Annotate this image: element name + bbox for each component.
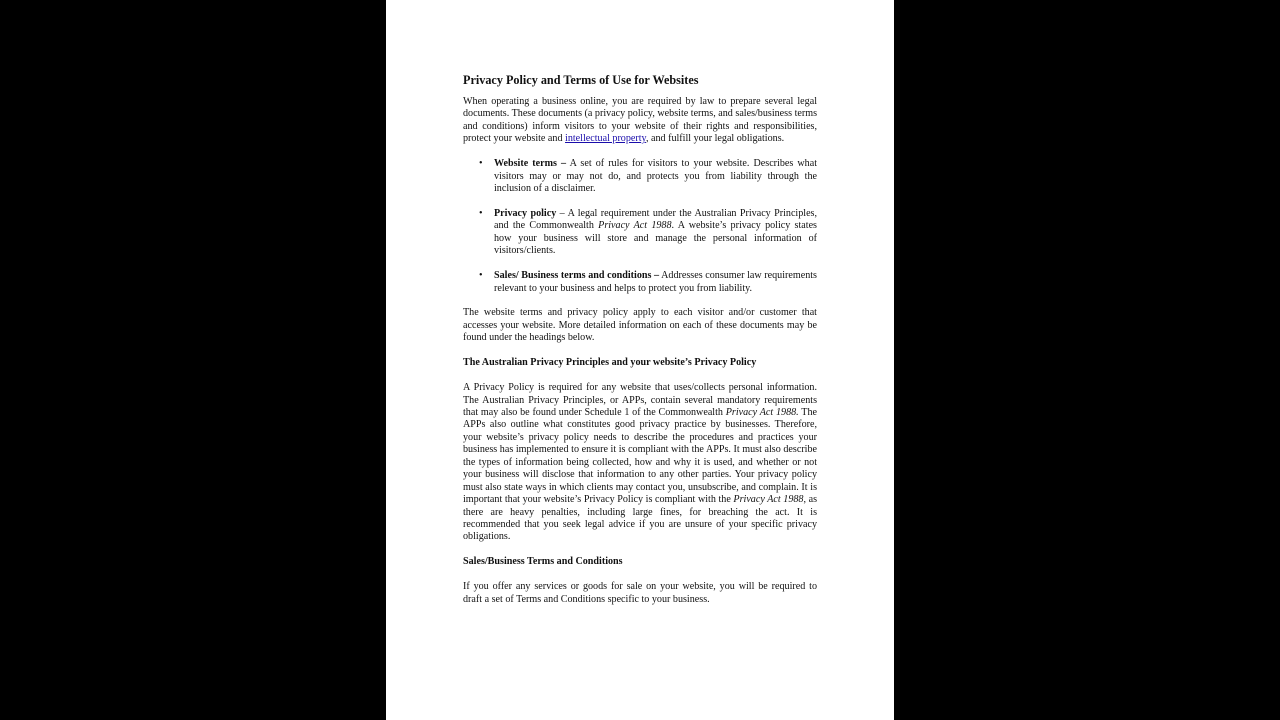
sales-terms-paragraph: If you offer any services or goods for sale on your website, you will be required to draft a set of Terms and Conditions specific to your business. xyxy=(463,581,817,605)
list-item-website-terms xyxy=(494,158,817,195)
list-item-text: – A legal requirement under the Australian Privacy Principles, and the Commonwealth xyxy=(494,207,818,232)
list-item-term: Privacy policy xyxy=(494,207,557,219)
section-heading-sales-terms: Sales/Business Terms and Conditions xyxy=(463,556,623,568)
paragraph-text: The APPs also outline what constitutes good privacy practice by businesses. Therefore, your website’s privacy policy needs to describe the procedures and practices your business has implemented to ensure it is compliant with the APPs. It must also describe the types of information being collected, how and why it is used, and whether or not your business will disclose that information to any other parties. Your privacy policy must also state ways in which clients may contact you, unsubscribe, and complain. It is important that your website’s Privacy Policy is compliant with the xyxy=(463,406,817,506)
page-content xyxy=(463,72,817,618)
privacy-principles-paragraph xyxy=(463,382,817,544)
intro-text-before-link: When operating a business online, you are required by law to prepare several legal documents. These documents (a privacy policy, website terms, and sales/business terms and conditions) inform visitors to your website of their rights and responsibilities, protect your website and xyxy=(463,96,817,145)
document-title: Privacy Policy and Terms of Use for Websites xyxy=(463,73,699,87)
document-types-list xyxy=(463,158,817,295)
summary-paragraph: The website terms and privacy policy apply to each visitor and/or customer that accesses your website. More detailed information on each of these documents may be found under the headings below. xyxy=(463,307,817,344)
list-item-sales-terms xyxy=(494,270,817,295)
act-name: Privacy Act 1988 xyxy=(733,494,804,506)
section-heading-privacy-principles: The Australian Privacy Principles and your website’s Privacy Policy xyxy=(463,357,757,369)
list-item-text: Addresses consumer law requirements relevant to your business and helps to protect you from liability. xyxy=(494,270,817,294)
list-item-term: Sales/ Business terms and conditions – xyxy=(494,270,660,282)
intro-text-after-link: , and fulfill your legal obligations. xyxy=(645,133,785,145)
act-name: Privacy Act 1988 xyxy=(598,220,672,232)
list-item-privacy-policy xyxy=(494,208,817,258)
paragraph-text: A Privacy Policy is required for any website that uses/collects personal information. The Australian Privacy Principles, or APPs, contain several mandatory requirements that may also be found under Schedule 1 of the Commonwealth xyxy=(463,382,817,418)
intellectual-property-link[interactable]: intellectual property xyxy=(565,133,646,145)
document-page xyxy=(386,0,894,720)
list-item-term: Website terms – xyxy=(494,158,567,170)
list-item-text: . A website’s privacy policy states how your business will store and manage the personal information of visitors/clients. xyxy=(494,220,817,257)
paragraph-text: , as there are heavy penalties, including large fines, for breaching the act. It is recommended that you seek legal advice if you are unsure of your specific privacy obligations. xyxy=(463,494,817,543)
act-name: Privacy Act 1988. xyxy=(725,406,799,418)
list-item-text: A set of rules for visitors to your website. Describes what visitors may or may not do, and protects you from liability through the inclusion of a disclaimer. xyxy=(494,158,817,195)
intro-paragraph xyxy=(463,96,817,146)
